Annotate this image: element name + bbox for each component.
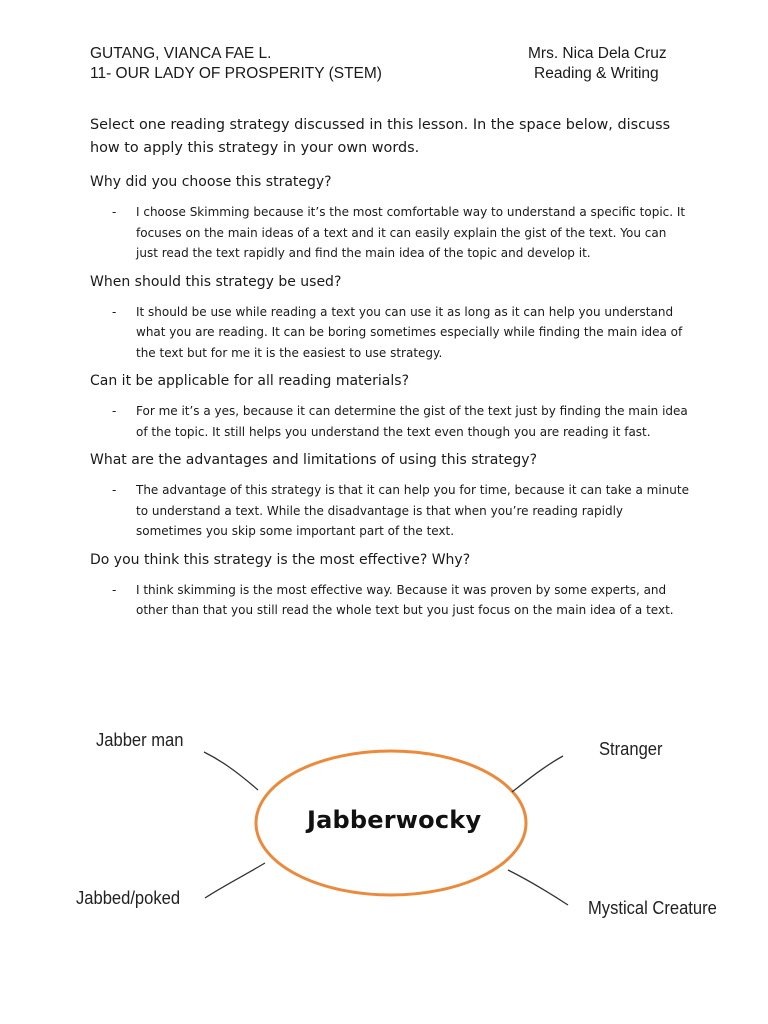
- center-node-label: Jabberwocky: [307, 806, 482, 834]
- question-heading: What are the advantages and limitations of using this strategy?: [90, 452, 538, 468]
- node-top-left: Jabber man: [96, 730, 184, 750]
- teacher-info: [528, 44, 667, 84]
- answer-text: For me it’s a yes, because it can determine the gist of the text just by finding the main idea of the topic. It still helps you understand the text even though you are reading it fast.: [136, 404, 688, 439]
- student-info: [90, 44, 382, 84]
- bullet-dash: -: [112, 582, 117, 597]
- answer-text: I choose Skimming because it’s the most comfortable way to understand a specific topic. It focuses on the main ideas of a text and it can easily explain the gist of the text. You can just read the text rapidly and find the main idea of the topic and develop it.: [136, 205, 686, 260]
- document-body: [90, 114, 690, 629]
- instructions: Select one reading strategy discussed in this lesson. In the space below, discuss how to apply this strategy in your own words.: [90, 117, 671, 156]
- answer-text: It should be use while reading a text you can use it as long as it can help you understand what you are reading. It can be boring sometimes especially while finding the main idea of the text but for me it is the easiest to use strategy.: [136, 304, 683, 360]
- node-top-right: Stranger: [599, 739, 663, 759]
- answer-text: I think skimming is the most effective way. Because it was proven by some experts, and other than that you still read the whole text but you just focus on the main idea of a text.: [136, 582, 674, 617]
- bullet-dash: -: [112, 205, 117, 219]
- connector-bottom-right: [508, 870, 568, 905]
- node-bottom-left: Jabbed/poked: [76, 888, 181, 908]
- answer-text: The advantage of this strategy is that it can help you for time, because it can take a minute to understand a text. While the disadvantage is that when you’re reading rapidly sometimes you skip some important part of the text.: [136, 483, 689, 538]
- question-heading: When should this strategy be used?: [90, 273, 342, 290]
- answer-item: [90, 202, 690, 264]
- answer-item: [90, 302, 690, 364]
- bullet-dash: -: [112, 483, 117, 497]
- answer-item: [90, 480, 690, 542]
- question-heading: Do you think this strategy is the most effective? Why?: [90, 551, 471, 568]
- student-name: GUTANG, VIANCA FAE L.: [90, 45, 272, 62]
- connector-top-left: [204, 752, 258, 790]
- student-section: 11- OUR LADY OF PROSPERITY (STEM): [90, 65, 382, 82]
- connector-bottom-left: [205, 863, 265, 898]
- bullet-dash: -: [112, 404, 117, 418]
- teacher-name: Mrs. Nica Dela Cruz: [528, 45, 667, 62]
- question-heading: Why did you choose this strategy?: [90, 174, 332, 190]
- answer-item: [90, 401, 690, 442]
- connector-top-right: [512, 756, 563, 792]
- mind-map: [0, 700, 768, 1000]
- question-heading: Can it be applicable for all reading materials?: [90, 373, 409, 389]
- answer-item: [90, 580, 690, 621]
- node-bottom-right: Mystical Creature: [588, 898, 717, 918]
- bullet-dash: -: [112, 304, 117, 319]
- subject-name: Reading & Writing: [534, 65, 659, 82]
